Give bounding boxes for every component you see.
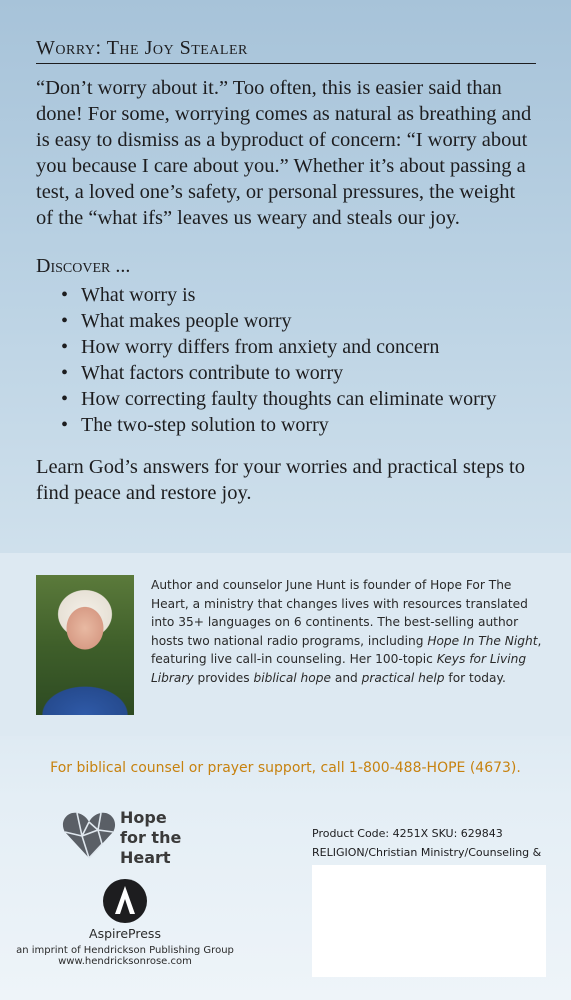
author-photo [36, 575, 134, 715]
product-code: Product Code: 4251X SKU: 629843 [312, 827, 503, 840]
closing-paragraph: Learn God’s answers for your worries and practical steps to find peace and restore joy. [36, 456, 525, 504]
list-item: • The two-step solution to worry [61, 412, 536, 438]
imprint-line: an imprint of Hendrickson Publishing Group [16, 945, 234, 956]
phone-line: For biblical counsel or prayer support, call 1-800-488-HOPE (4673). [50, 760, 521, 776]
discover-list [36, 282, 536, 438]
page-title: Worry: The Joy Stealer [36, 37, 536, 64]
list-item: • What worry is [61, 282, 536, 308]
list-item: • What factors contribute to worry [61, 360, 536, 386]
bio-show-title: Hope In The Night [427, 633, 538, 648]
bio-text: , featuring live call-in counseling. Her 100-topic [151, 633, 542, 667]
intro-paragraph: “Don’t worry about it.” Too often, this is easier said than done! For some, worrying comes as natural as breathing and is easy to dismiss as a byproduct of concern: “I worry about you because I care about you.” Whether it’s about passing a test, a loved one’s safety, or personal pressures, the weight of the “what ifs” leaves us weary and steals our joy. [36, 77, 532, 229]
bio-library-title: Keys for Living Library [151, 652, 527, 685]
main-content [36, 37, 536, 527]
bio-text: Author and counselor June Hunt is founder of Hope For The Heart, a ministry that changes lives with resources translated into 35+ languages on 6 continents. The best-selling author hosts two national radio programs, including [151, 578, 528, 648]
aspire-a-icon [102, 878, 148, 924]
publisher-url: www.hendricksonrose.com [58, 956, 192, 967]
bio-text: for today. [444, 670, 506, 685]
bio-help: practical help [361, 670, 445, 685]
author-bio [151, 576, 546, 688]
heart-icon [62, 810, 116, 860]
bio-text: provides [193, 670, 254, 685]
bio-hope: biblical hope [253, 670, 331, 685]
hope-logo-text: Hope for the Heart [120, 808, 182, 867]
aspire-press-logo [0, 878, 250, 967]
list-item: • What makes people worry [61, 308, 536, 334]
discover-heading: Discover ... [36, 255, 131, 277]
barcode-area [312, 865, 546, 977]
aspire-name: AspirePress [89, 926, 161, 941]
list-item: • How correcting faulty thoughts can eliminate worry [61, 386, 536, 412]
list-item: • How worry differs from anxiety and concern [61, 334, 536, 360]
product-category: RELIGION/Christian Ministry/Counseling & [312, 846, 542, 859]
bio-text: and [330, 670, 362, 685]
hope-for-the-heart-logo [62, 808, 192, 868]
